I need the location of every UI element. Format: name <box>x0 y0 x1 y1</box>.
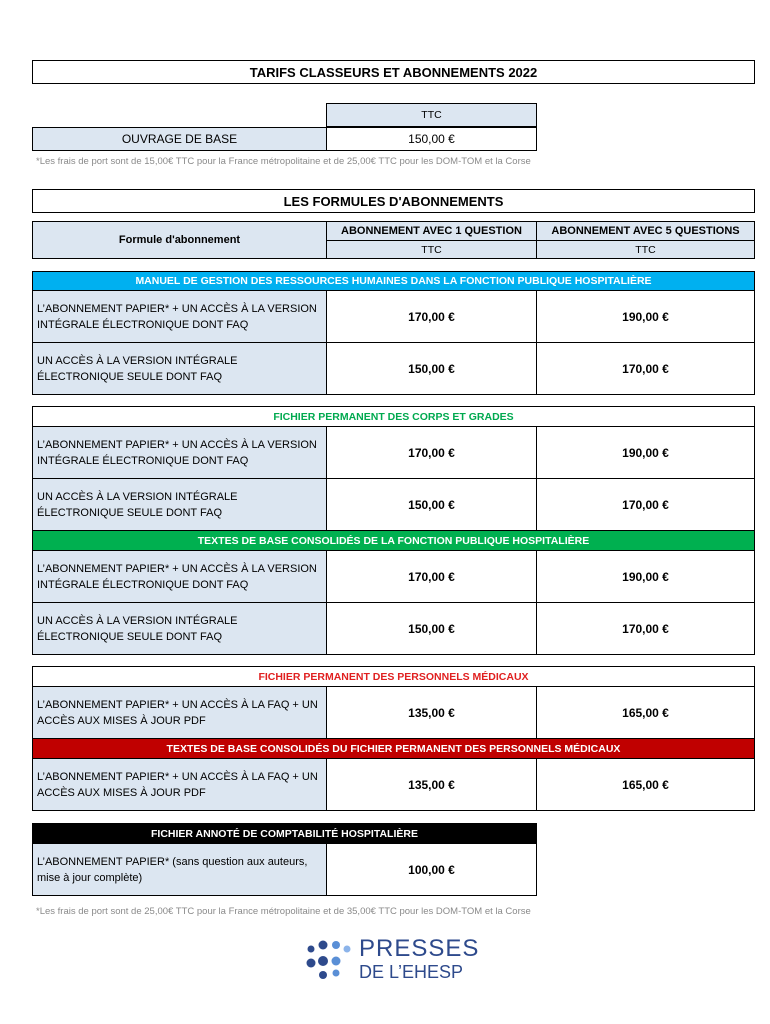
page-title <box>32 60 755 84</box>
formula-column-header <box>32 221 327 259</box>
medicaux-row1-price-5q: 165,00 € <box>536 686 755 739</box>
base-work-label <box>32 127 327 151</box>
base-work-price-text: 150,00 € <box>408 132 455 146</box>
logo-dots-icon <box>303 935 353 985</box>
section-textes-med-header <box>32 738 755 759</box>
ttc-label: TTC <box>421 109 442 121</box>
textes-row1-price-1q: 170,00 € <box>326 550 537 603</box>
textes-row2-text: UN ACCÈS À LA VERSION INTÉGRALE ÉLECTRONIQUE SEULE DONT FAQ <box>37 614 238 643</box>
section-textes-header <box>32 530 755 551</box>
one-question-text: ABONNEMENT AVEC 1 QUESTION <box>341 225 522 237</box>
formula-column-text: Formule d'abonnement <box>118 234 241 246</box>
corps-row2-price-1q: 150,00 € <box>326 478 537 531</box>
textes-row2-price-1q: 150,00 € <box>326 602 537 655</box>
corps-row1-label <box>32 426 327 479</box>
shipping-note-2: *Les frais de port sont de 25,00€ TTC pour la France métropolitaine et de 35,00€ TTC pour les DOM-TOM et la Corse <box>36 906 531 917</box>
ttc-5q <box>536 240 755 259</box>
section-corps-title: FICHIER PERMANENT DES CORPS ET GRADES <box>273 410 514 423</box>
textes-row1-price-5q: 190,00 € <box>536 550 755 603</box>
textes-row2-price-5q: 170,00 € <box>536 602 755 655</box>
section-compta-header <box>32 823 537 844</box>
logo-line-1: PRESSES <box>359 935 480 962</box>
ttc-header <box>326 103 537 127</box>
page-title-text: TARIFS CLASSEURS ET ABONNEMENTS 2022 <box>249 64 538 80</box>
section-rh-title: MANUEL DE GESTION DES RESSOURCES HUMAINES DANS LA FONCTION PUBLIQUE HOSPITALIÈRE <box>135 275 652 287</box>
medicaux-row1-label <box>32 686 327 739</box>
section-textes-med-title: TEXTES DE BASE CONSOLIDÉS DU FICHIER PERMANENT DES PERSONNELS MÉDICAUX <box>166 742 621 755</box>
corps-row2-price-5q: 170,00 € <box>536 478 755 531</box>
logo-line-2: DE L’EHESP <box>359 962 464 982</box>
corps-row2-label <box>32 478 327 531</box>
textes-med-row1-price-1q: 135,00 € <box>326 758 537 811</box>
rh-row1-price-5q: 190,00 € <box>536 290 755 343</box>
section-rh-header <box>32 271 755 291</box>
rh-row2-text: UN ACCÈS À LA VERSION INTÉGRALE ÉLECTRONIQUE SEULE DONT FAQ <box>37 354 238 383</box>
section-compta-title: FICHIER ANNOTÉ DE COMPTABILITÉ HOSPITALIÈRE <box>151 827 418 840</box>
rh-row2-price-1q: 150,00 € <box>326 342 537 395</box>
corps-row1-price-1q: 170,00 € <box>326 426 537 479</box>
corps-row1-text: L’ABONNEMENT PAPIER* + UN ACCÈS À LA VERSION INTÉGRALE ÉLECTRONIQUE DONT FAQ <box>37 438 317 467</box>
rh-row1-text: L’ABONNEMENT PAPIER* + UN ACCÈS À LA VERSION INTÉGRALE ÉLECTRONIQUE DONT FAQ <box>37 302 317 331</box>
textes-med-row1-text: L’ABONNEMENT PAPIER* + UN ACCÈS À LA FAQ + UN ACCÈS AUX MISES À JOUR PDF <box>37 770 318 799</box>
medicaux-row1-text: L’ABONNEMENT PAPIER* + UN ACCÈS À LA FAQ + UN ACCÈS AUX MISES À JOUR PDF <box>37 698 318 727</box>
textes-med-row1-label <box>32 758 327 811</box>
ttc-1q-text: TTC <box>421 243 442 256</box>
ttc-1q <box>326 240 537 259</box>
five-questions-header <box>536 221 755 241</box>
textes-row1-label <box>32 550 327 603</box>
shipping-note-1: *Les frais de port sont de 15,00€ TTC pour la France métropolitaine et de 25,00€ TTC pour les DOM-TOM et la Corse <box>36 156 531 167</box>
rh-row1-price-1q: 170,00 € <box>326 290 537 343</box>
textes-row1-text: L’ABONNEMENT PAPIER* + UN ACCÈS À LA VERSION INTÉGRALE ÉLECTRONIQUE DONT FAQ <box>37 562 317 591</box>
formulas-title <box>32 189 755 213</box>
compta-row1-text: L’ABONNEMENT PAPIER* (sans question aux auteurs, mise à jour complète) <box>37 855 308 884</box>
rh-row2-label <box>32 342 327 395</box>
section-medicaux-header <box>32 666 755 687</box>
base-work-text: OUVRAGE DE BASE <box>121 132 238 146</box>
section-textes-title: TEXTES DE BASE CONSOLIDÉS DE LA FONCTION PUBLIQUE HOSPITALIÈRE <box>197 534 590 547</box>
section-medicaux-title: FICHIER PERMANENT DES PERSONNELS MÉDICAUX <box>258 670 529 683</box>
ttc-5q-text: TTC <box>635 243 656 256</box>
rh-row1-label <box>32 290 327 343</box>
base-work-price <box>326 127 537 151</box>
presses-ehesp-logo <box>303 935 493 985</box>
five-questions-text: ABONNEMENT AVEC 5 QUESTIONS <box>551 225 740 237</box>
rh-row2-price-5q: 170,00 € <box>536 342 755 395</box>
compta-row1-label <box>32 843 327 896</box>
corps-row2-text: UN ACCÈS À LA VERSION INTÉGRALE ÉLECTRONIQUE SEULE DONT FAQ <box>37 490 238 519</box>
textes-med-row1-price-5q: 165,00 € <box>536 758 755 811</box>
one-question-header <box>326 221 537 241</box>
compta-row1-price-1q: 100,00 € <box>326 843 537 896</box>
textes-row2-label <box>32 602 327 655</box>
medicaux-row1-price-1q: 135,00 € <box>326 686 537 739</box>
section-corps-header <box>32 406 755 427</box>
corps-row1-price-5q: 190,00 € <box>536 426 755 479</box>
formulas-title-text: LES FORMULES D'ABONNEMENTS <box>283 193 504 209</box>
